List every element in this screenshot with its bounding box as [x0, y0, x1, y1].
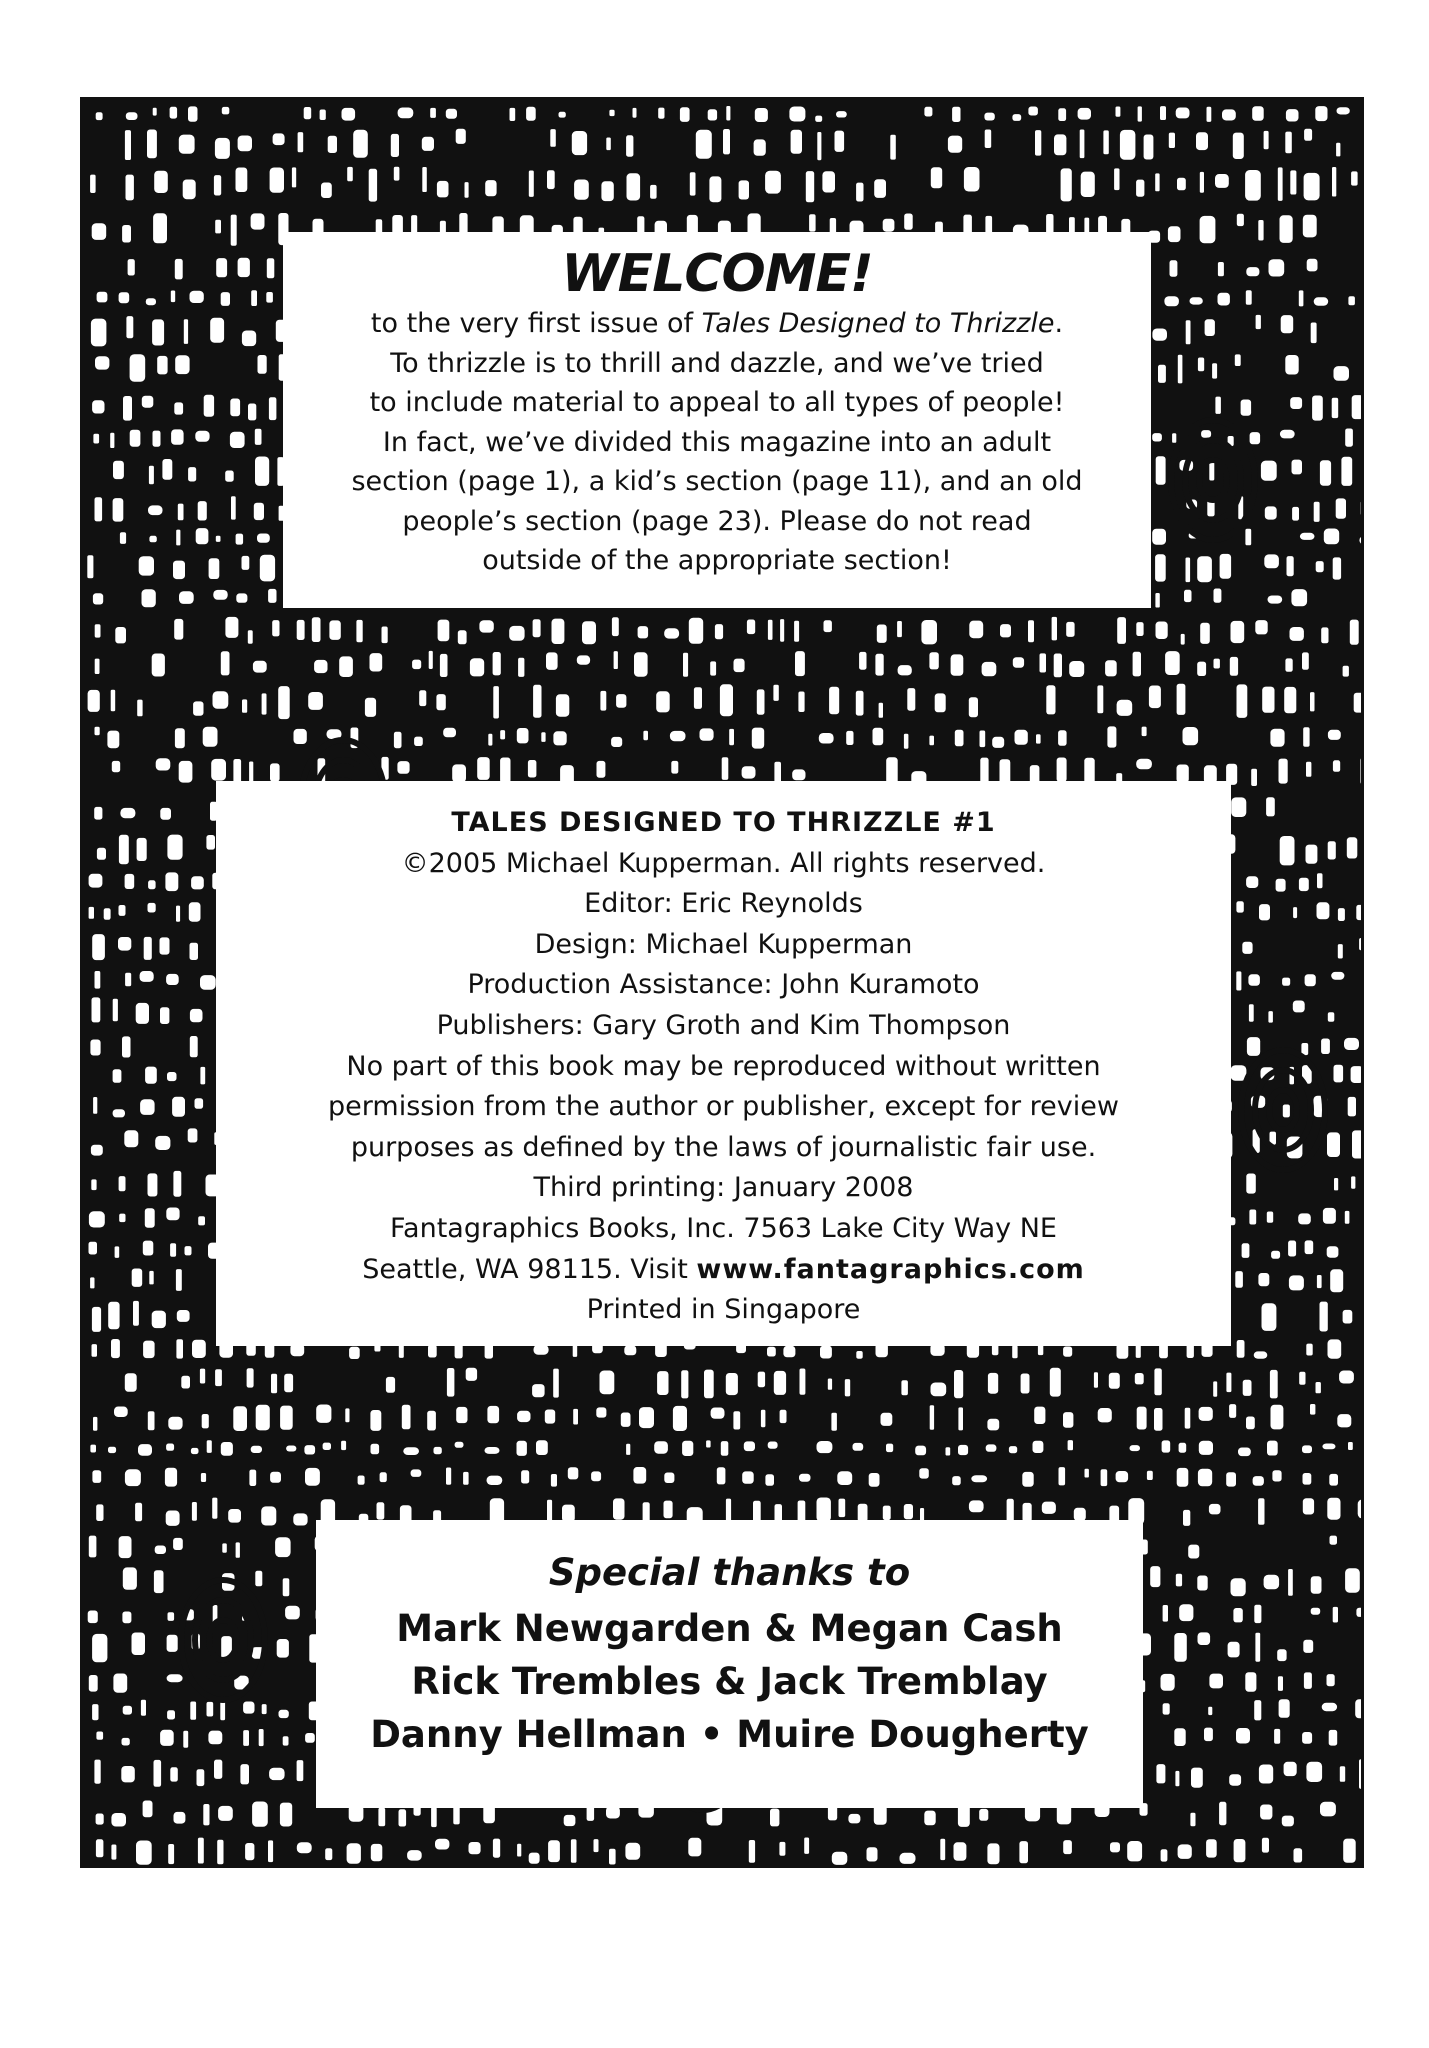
publishers-line: Publishers: Gary Groth and Kim Thompson — [436, 1009, 1011, 1041]
welcome-line-1: to the very first issue of Tales Designed to Thrizzle. — [370, 308, 1064, 339]
visit-line: Seattle, WA 98115. Visit www.fantagraphics.com — [362, 1253, 1085, 1285]
thanks-name-line: Rick Trembles & Jack Tremblay — [411, 1660, 1048, 1703]
welcome-line: outside of the appropriate section! — [482, 545, 952, 576]
welcome-line: In fact, we’ve divided this magazine into an adult — [382, 426, 1052, 458]
welcome-text — [283, 304, 1151, 581]
welcome-panel — [283, 232, 1151, 608]
credits-title: TALES DESIGNED TO THRIZZLE #1 — [451, 807, 996, 838]
production-line: Production Assistance: John Kuramoto — [467, 969, 980, 1001]
welcome-line: To thrizzle is to thrill and dazzle, and we’ve tried — [390, 347, 1044, 379]
thanks-panel — [316, 1520, 1143, 1808]
credits-panel — [216, 781, 1231, 1346]
legal-line: No part of this book may be reproduced without written — [346, 1050, 1101, 1082]
printed-line: Printed in Singapore — [586, 1294, 861, 1326]
magazine-title-italic: Tales Designed to Thrizzle — [701, 308, 1055, 339]
thanks-heading: Special thanks to — [548, 1551, 911, 1594]
address-line: Fantagraphics Books, Inc. 7563 Lake City Way NE — [390, 1212, 1057, 1244]
welcome-line: section (page 1), a kid’s section (page 11), and an old — [351, 466, 1083, 497]
legal-line: permission from the author or publisher, except for review — [328, 1091, 1119, 1123]
website-link: www.fantagraphics.com — [696, 1253, 1085, 1285]
thanks-name-line: Mark Newgarden & Megan Cash — [396, 1607, 1063, 1650]
legal-line: purposes as defined by the laws of journalistic fair use. — [350, 1131, 1097, 1163]
welcome-line: to include material to appeal to all types of people! — [369, 387, 1065, 418]
thanks-name-line: Danny Hellman • Muire Dougherty — [370, 1713, 1089, 1756]
editor-line: Editor: Eric Reynolds — [584, 888, 863, 920]
welcome-line: people’s section (page 23). Please do not read — [402, 505, 1032, 537]
printing-line: Third printing: January 2008 — [533, 1172, 914, 1204]
design-line: Design: Michael Kupperman — [534, 928, 913, 960]
welcome-title: WELCOME! — [561, 244, 873, 304]
copyright-line: ©2005 Michael Kupperman. All rights reserved. — [401, 847, 1046, 879]
